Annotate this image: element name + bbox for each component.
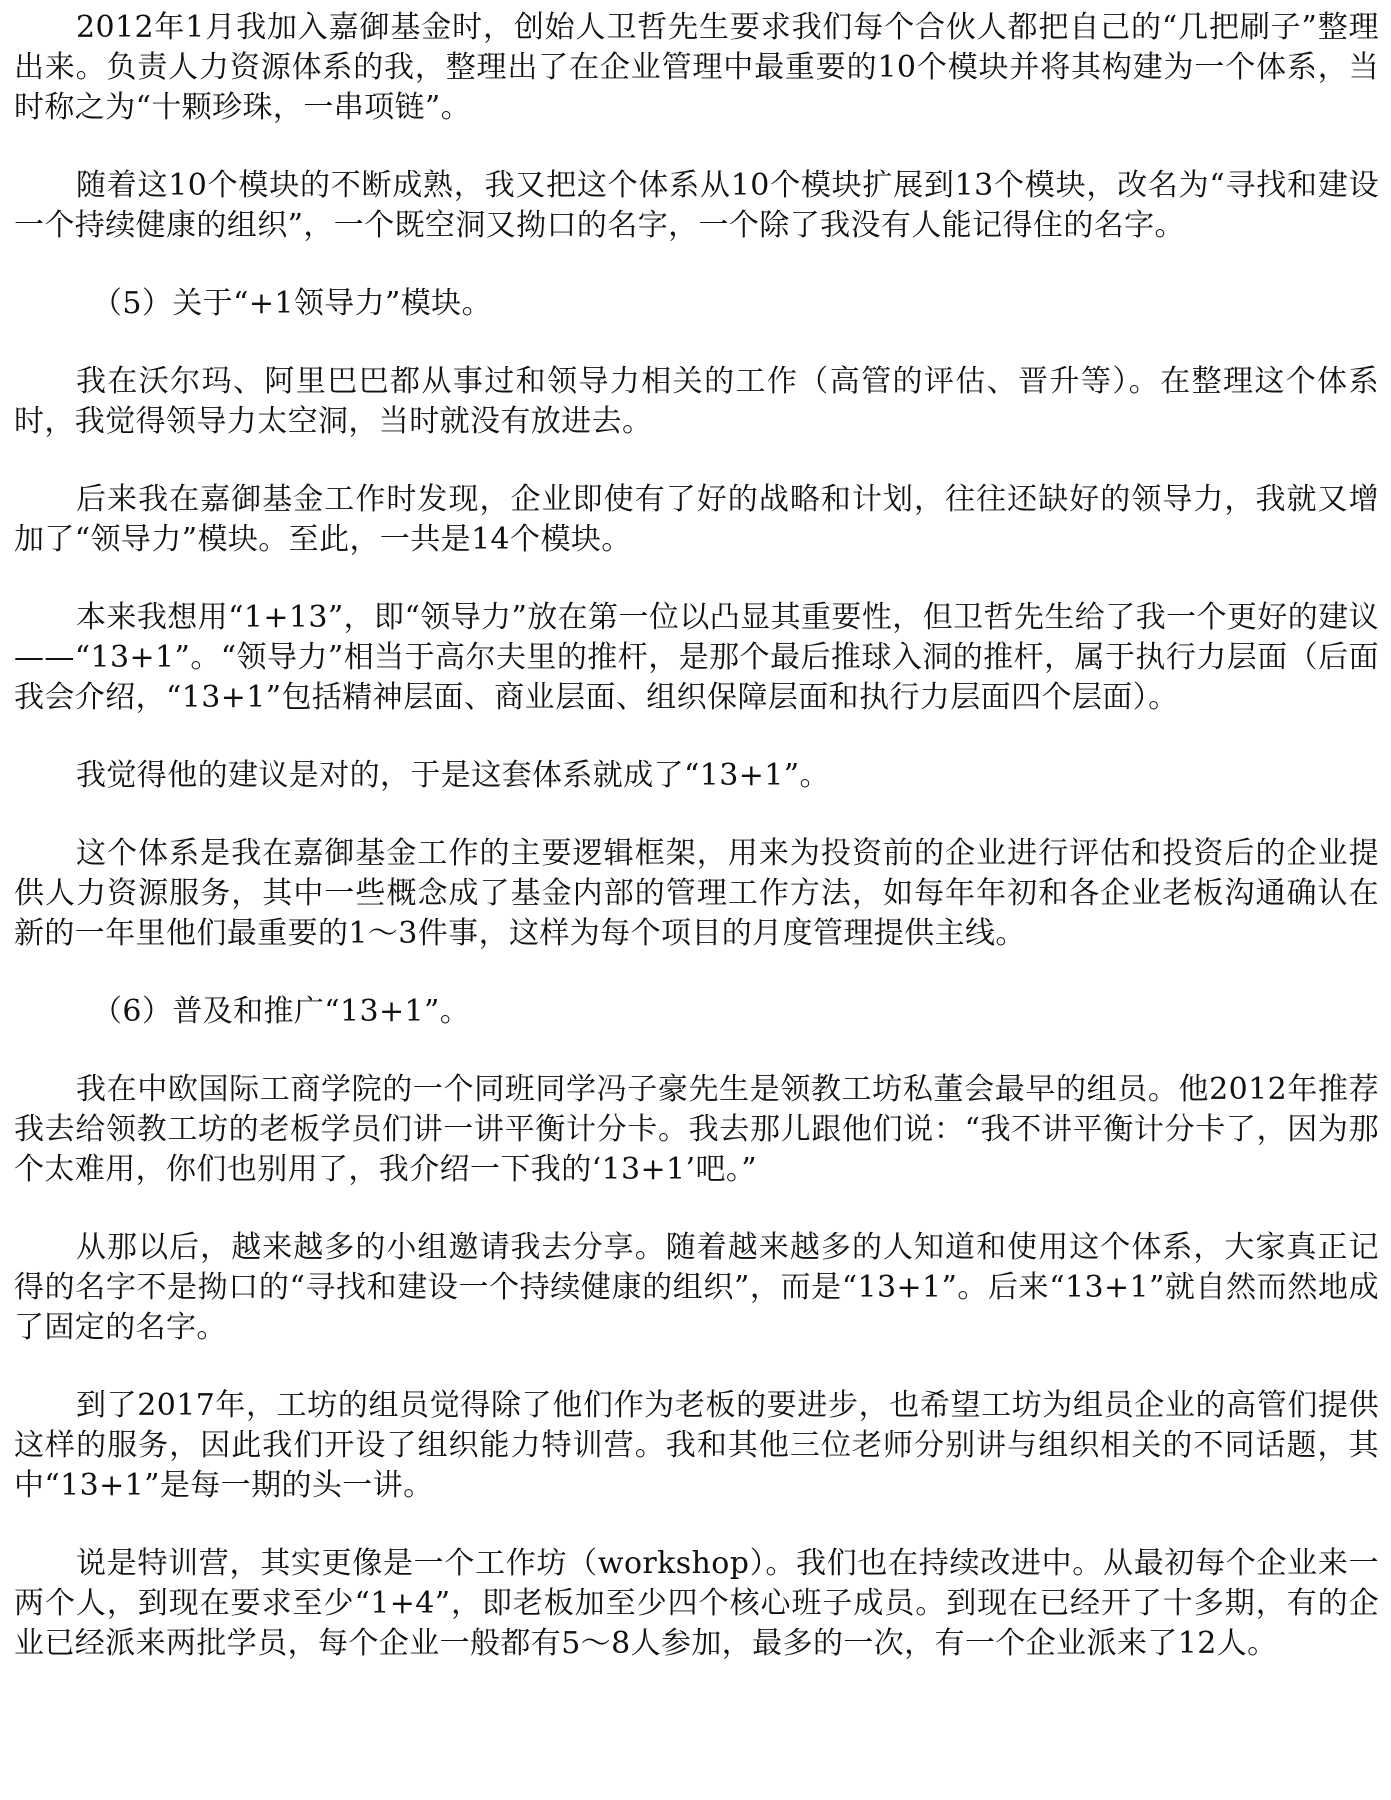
paragraph-8: 我在中欧国际工商学院的一个同班同学冯子豪先生是领教工坊私董会最早的组员。他2012年推荐我去给领教工坊的老板学员们讲一讲平衡计分卡。我去那儿跟他们说：“我不讲平衡计分卡了，因为那个太难用，你们也别用了，我介绍一下我的‘13+1’吧。” (14, 1072, 1379, 1187)
paragraph-4: 后来我在嘉御基金工作时发现，企业即使有了好的战略和计划，往往还缺好的领导力，我就又增加了“领导力”模块。至此，一共是14个模块。 (14, 482, 1379, 557)
paragraph-5: 本来我想用“1+13”，即“领导力”放在第一位以凸显其重要性，但卫哲先生给了我一个更好的建议——“13+1”。“领导力”相当于高尔夫里的推杆，是那个最后推球入洞的推杆，属于执行力层面（后面我会介绍，“13+1”包括精神层面、商业层面、组织保障层面和执行力层面四个层面）。 (14, 600, 1379, 715)
paragraph-3: 我在沃尔玛、阿里巴巴都从事过和领导力相关的工作（高管的评估、晋升等）。在整理这个体系时，我觉得领导力太空洞，当时就没有放进去。 (14, 364, 1379, 439)
section-heading-5: （5）关于“+1领导力”模块。 (92, 286, 492, 321)
section-heading-6: （6）普及和推广“13+1”。 (92, 994, 471, 1029)
paragraph-9: 从那以后，越来越多的小组邀请我去分享。随着越来越多的人知道和使用这个体系，大家真正记得的名字不是拗口的“寻找和建设一个持续健康的组织”，而是“13+1”。后来“13+1”就自然而然地成了固定的名字。 (14, 1230, 1379, 1345)
paragraph-6: 我觉得他的建议是对的，于是这套体系就成了“13+1”。 (76, 758, 830, 793)
paragraph-2: 随着这10个模块的不断成熟，我又把这个体系从10个模块扩展到13个模块，改名为“寻找和建设一个持续健康的组织”，一个既空洞又拗口的名字，一个除了我没有人能记得住的名字。 (14, 168, 1379, 243)
paragraph-10: 到了2017年，工坊的组员觉得除了他们作为老板的要进步，也希望工坊为组员企业的高管们提供这样的服务，因此我们开设了组织能力特训营。我和其他三位老师分别讲与组织相关的不同话题，其中“13+1”是每一期的头一讲。 (14, 1388, 1379, 1503)
paragraph-11: 说是特训营，其实更像是一个工作坊（workshop）。我们也在持续改进中。从最初每个企业来一两个人，到现在要求至少“1+4”，即老板加至少四个核心班子成员。到现在已经开了十多期，有的企业已经派来两批学员，每个企业一般都有5～8人参加，最多的一次，有一个企业派来了12人。 (14, 1546, 1379, 1661)
paragraph-1: 2012年1月我加入嘉御基金时，创始人卫哲先生要求我们每个合伙人都把自己的“几把刷子”整理出来。负责人力资源体系的我，整理出了在企业管理中最重要的10个模块并将其构建为一个体系，当时称之为“十颗珍珠，一串项链”。 (14, 10, 1379, 125)
paragraph-7: 这个体系是我在嘉御基金工作的主要逻辑框架，用来为投资前的企业进行评估和投资后的企业提供人力资源服务，其中一些概念成了基金内部的管理工作方法，如每年年初和各企业老板沟通确认在新的一年里他们最重要的1～3件事，这样为每个项目的月度管理提供主线。 (14, 836, 1379, 951)
